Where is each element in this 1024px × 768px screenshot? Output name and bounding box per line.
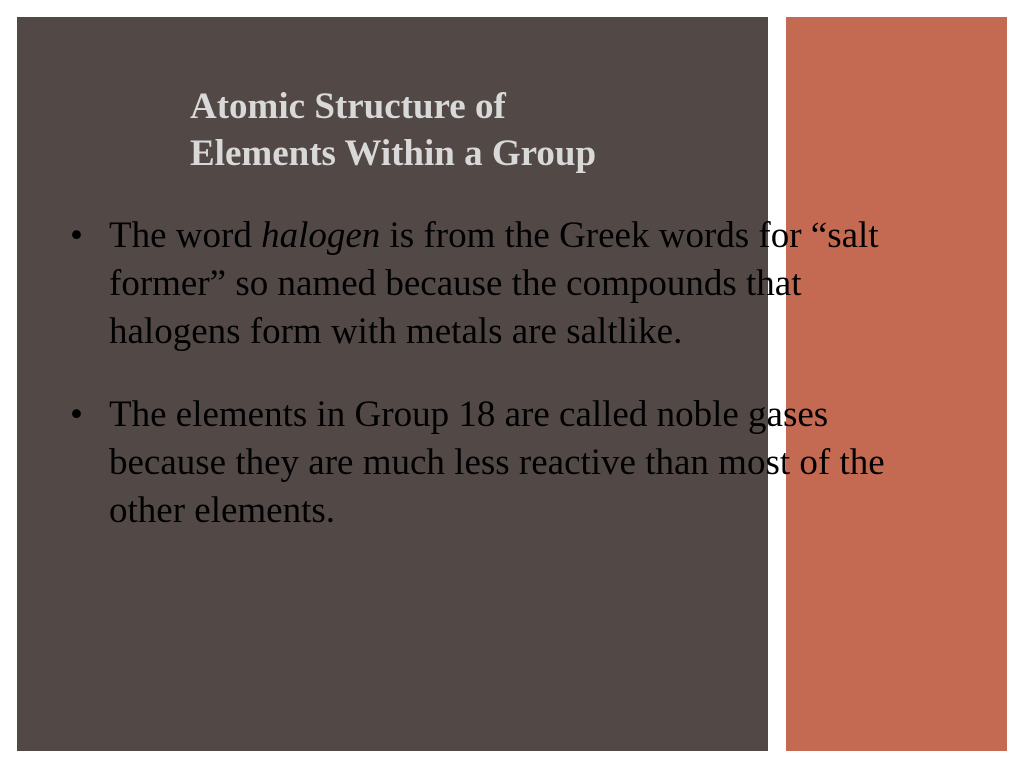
bullet-list bbox=[60, 212, 920, 570]
bullet-text: The elements in Group 18 are called noble gases because they are much less reactive than most of the other elements. bbox=[109, 394, 885, 531]
slide-title bbox=[190, 83, 750, 177]
bullet-text-end: is from the Greek words for “salt former” so named because the compounds that halogens form with metals are saltlike. bbox=[109, 215, 879, 352]
emphasized-term: halogen bbox=[261, 215, 381, 256]
bullet-dot-icon: • bbox=[70, 215, 83, 256]
bullet-item-halogen bbox=[60, 212, 920, 356]
title-line-1: Atomic Structure of bbox=[190, 86, 506, 127]
bullet-text-start: The word bbox=[109, 215, 262, 256]
bullet-item-noble-gases bbox=[60, 391, 920, 535]
bullet-text bbox=[109, 212, 920, 356]
bullet-dot-icon: • bbox=[70, 394, 83, 435]
title-line-2: Elements Within a Group bbox=[190, 133, 597, 174]
